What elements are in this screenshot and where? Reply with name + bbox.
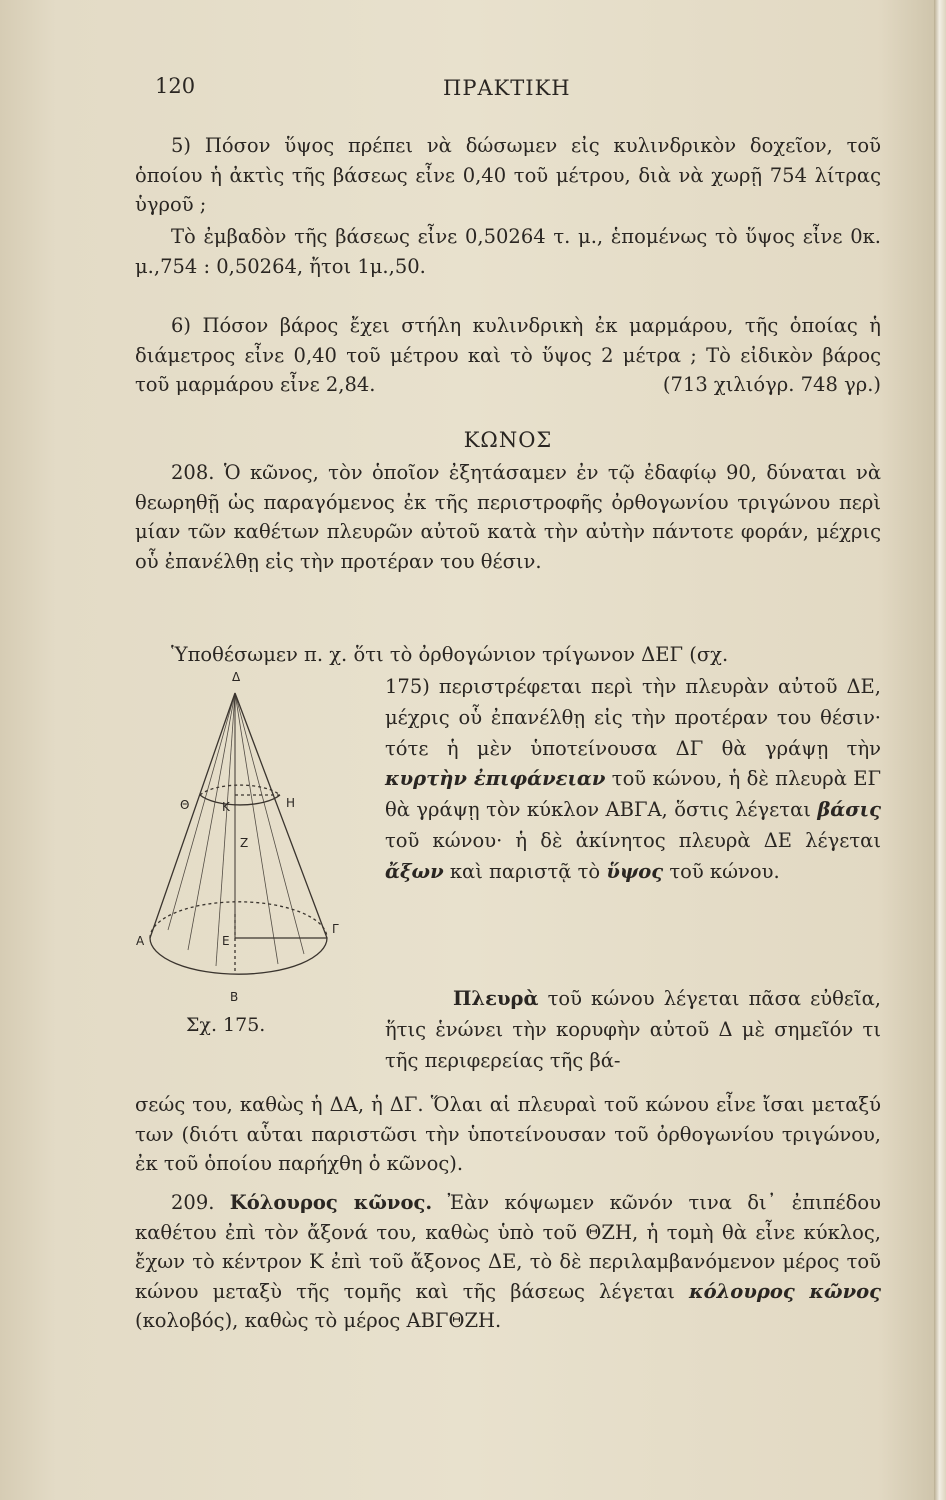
page-number: 120: [155, 74, 196, 98]
term-frustum-italic: κόλουρος κῶνος: [689, 1279, 882, 1303]
hypothesis-side-text: [385, 672, 881, 888]
page-edge: [934, 0, 946, 1500]
generatrix-side-text: [385, 984, 881, 1076]
label-h: Η: [286, 796, 296, 810]
paragraph-209-number: 209.: [171, 1191, 215, 1214]
hyp-text-e: τοῦ κώνου.: [669, 859, 780, 883]
term-generatrix: Πλευρὰ: [453, 987, 539, 1010]
problem-5-question: 5) Πόσον ὕψος πρέπει νὰ δώσωμεν εἰς κυλινδρικὸν δοχεῖον, τοῦ ὁποίου ἡ ἀκτὶς τῆς βάσεως εἶνε 0,40 τοῦ μέτρου, διὰ νὰ χωρῇ 754 λίτρας ὑγροῦ ;: [135, 134, 881, 217]
paragraph-208-number: 208.: [171, 461, 215, 484]
paragraph-209-text-a: Ἐὰν κόψωμεν κῶνόν τινα δι᾽ ἐπιπέδου καθέτου ἐπὶ τὸν ἄξονά του, καθὼς ὑπὸ τοῦ ΘΖΗ, ἡ τομὴ θὰ εἶνε κύκλος, ἔχων τὸ κέντρον Κ ἐπὶ τοῦ ἄξονος ΔΕ, τὸ δὲ περιλαμβανόμενον μέρος τοῦ κώνου μεταξὺ τῆς τομῆς καὶ τῆς βάσεως λέγεται: [135, 1191, 881, 1303]
term-convex-surface: κυρτὴν ἐπιφάνειαν: [385, 767, 606, 791]
figure-175: [128, 668, 358, 1048]
label-b: Β: [230, 990, 239, 1004]
label-theta: Θ: [180, 798, 190, 812]
section-title: ΚΩΝΟΣ: [463, 428, 553, 452]
figure-caption: Σχ. 175.: [186, 1014, 266, 1036]
hyp-text-c: τοῦ κώνου· ἡ δὲ ἀκίνητος πλευρὰ ΔΕ λέγεται: [385, 828, 881, 852]
generatrix-text-a: τοῦ κώνου λέγεται πᾶσα εὐθεῖα, ἥτις ἑνώνει τὴν κορυφὴν αὐτοῦ Δ μὲ σημεῖόν τι τῆς περιφερείας τῆς βά-: [385, 987, 881, 1072]
hyp-text-a: 175) περιστρέφεται περὶ τὴν πλευρὰν αὐτοῦ ΔΕ, μέχρις οὗ ἐπανέλθῃ εἰς τὴν προτέραν του θέσιν· τότε ἡ μὲν ὑποτείνουσα ΔΓ θὰ γράψῃ τὴν: [385, 675, 881, 760]
term-height: ὕψος: [606, 859, 664, 883]
running-header: ΠΡΑΚΤΙΚΗ: [443, 76, 571, 100]
label-k: Κ: [222, 800, 230, 814]
term-axis: ἄξων: [385, 859, 444, 883]
label-g: Γ: [332, 922, 339, 936]
problem-5-answer: Τὸ ἐμβαδὸν τῆς βάσεως εἶνε 0,50264 τ. μ., ἑπομένως τὸ ὕψος εἶνε 0κ. μ.,754 : 0,50264, ἤτοι 1μ.,50.: [135, 225, 881, 278]
hypothesis-first-line: Ὑποθέσωμεν π. χ. ὅτι τὸ ὀρθογώνιον τρίγωνον ΔΕΓ (σχ.: [171, 643, 729, 666]
label-a: Α: [136, 934, 145, 948]
hyp-text-d: καὶ παριστᾷ τὸ: [449, 859, 601, 883]
paragraph-208: [135, 458, 881, 576]
problem-6-text: 6) Πόσον βάρος ἔχει στήλη κυλινδρικὴ ἐκ μαρμάρου, τῆς ὁποίας ἡ διάμετρος εἶνε 0,40 τοῦ μέτρου καὶ τὸ ὕψος 2 μέτρα ; Τὸ εἰδικὸν βάρος τοῦ μαρμάρου εἶνε 2,84.: [135, 314, 881, 397]
problem-6-answer: (713 χιλιόγρ. 748 γρ.): [662, 373, 881, 397]
paragraph-208-text: Ὁ κῶνος, τὸν ὁποῖον ἐξητάσαμεν ἐν τῷ ἐδαφίῳ 90, δύναται νὰ θεωρηθῇ ὡς παραγόμενος ἐκ τῆς περιστροφῆς ὀρθογωνίου τριγώνου περὶ μίαν τῶν καθέτων πλευρῶν αὐτοῦ κατὰ τὴν αὐτὴν πάντοτε φοράν, μέχρις οὗ ἐπανέλθῃ εἰς τὴν προτέραν του θέσιν.: [135, 461, 882, 573]
problem-6-question: [135, 311, 881, 400]
hyp-text-b: τοῦ κώνου, ἡ δὲ πλευρὰ ΕΓ θὰ γράψῃ τὸν κύκλον ΑΒΓΑ, ὅστις λέγεται: [385, 767, 881, 822]
paragraph-209-text-b: (κολοβός), καθὼς τὸ μέρος ΑΒΓΘΖΗ.: [135, 1309, 502, 1333]
term-frustum: Κόλουρος κῶνος.: [229, 1191, 433, 1214]
generatrix-full-text: σεώς του, καθὼς ἡ ΔΑ, ἡ ΔΓ. Ὅλαι αἱ πλευραὶ τοῦ κώνου εἶνε ἴσαι μεταξύ των (διότι αὗται παριστῶσι τὴν ὑποτείνουσαν τοῦ ὀρθογωνίου τριγώνου, ἐκ τοῦ ὁποίου παρήχθη ὁ κῶνος).: [135, 1093, 881, 1176]
term-base: βάσις: [817, 798, 881, 822]
label-vertex-d: Δ: [232, 670, 241, 684]
label-e: Ε: [222, 934, 230, 948]
paragraph-209: [135, 1188, 881, 1336]
label-z: Ζ: [240, 836, 249, 850]
